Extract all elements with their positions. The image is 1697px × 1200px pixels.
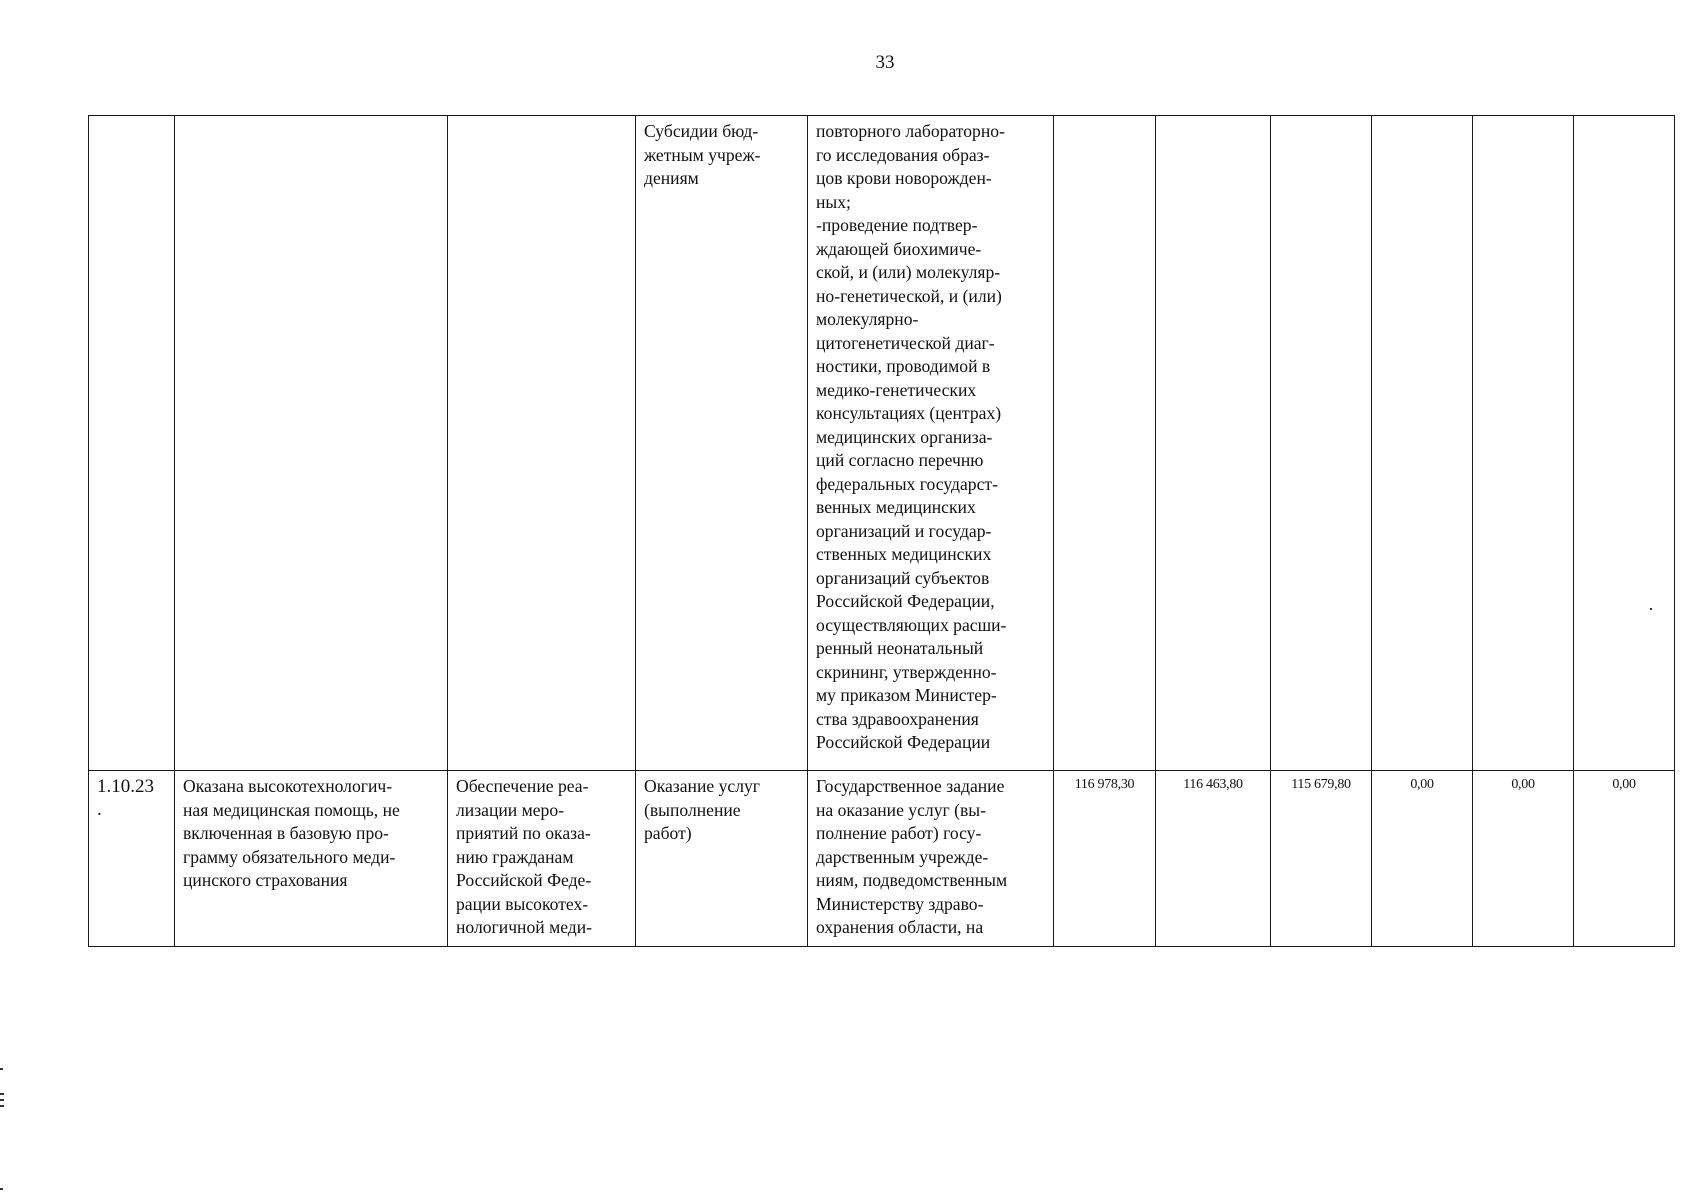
cell-expense-type: Субсидии бюд- жетным учреж- дениям: [636, 116, 808, 771]
scan-speck: [0, 1105, 4, 1107]
cell-value: [1271, 116, 1372, 771]
scan-speck: [0, 1188, 3, 1190]
cell-value: 115 679,80: [1271, 771, 1372, 947]
cell-measure: Обеспечение реа- лизации меро- приятий по оказа- нию гражданам Российской Феде- рации высокотех- нологичной меди-: [448, 771, 636, 947]
cell-value: 116 463,80: [1156, 771, 1271, 947]
cell-result: [175, 116, 448, 771]
cell-value: 0,00: [1372, 771, 1473, 947]
page-number: 33: [875, 52, 895, 73]
cell-value: [1574, 116, 1675, 771]
cell-result: Оказана высокотехнологич- ная медицинская помощь, не включенная в базовую про- грамму обязательного меди- цинского страхования: [175, 771, 448, 947]
scan-speck: [0, 1068, 3, 1070]
cell-code: [89, 116, 175, 771]
cell-value: [1372, 116, 1473, 771]
cell-expense-type: Оказание услуг (выполнение работ): [636, 771, 808, 947]
cell-value: [1054, 116, 1156, 771]
scan-speck: [1650, 608, 1652, 610]
cell-value: 116 978,30: [1054, 771, 1156, 947]
cell-value: 0,00: [1473, 771, 1574, 947]
cell-value: [1473, 116, 1574, 771]
cell-value: 0,00: [1574, 771, 1675, 947]
cell-code: 1.10.23 .: [89, 771, 175, 947]
scan-speck: [0, 1099, 4, 1101]
cell-description: повторного лабораторно- го исследования образ- цов крови новорожден- ных; -проведение подтвер- ждающей биохимиче- ской, и (или) молекуляр- но-генетической, и (или) молекулярно- цитогенетической диаг- ностики, проводимой в медико-генетических консультациях (центрах) медицинских организа- ций согласно перечню федеральных государст- венных медицинских организаций и государ- ственных медицинских организаций субъектов Российской Федерации, осуществляющих расши- ренный неонатальный скрининг, утвержденно- му приказом Министер- ства здравоохранения Российской Федерации: [808, 116, 1054, 771]
table-row: [89, 771, 1675, 947]
table-row: [89, 116, 1675, 771]
cell-description: Государственное задание на оказание услуг (вы- полнение работ) госу- дарственным учрежде- ниям, подведомственным Министерству здраво- охранения области, на: [808, 771, 1054, 947]
scan-speck: [0, 1093, 4, 1095]
cell-value: [1156, 116, 1271, 771]
budget-measures-table: [88, 115, 1675, 947]
cell-measure: [448, 116, 636, 771]
